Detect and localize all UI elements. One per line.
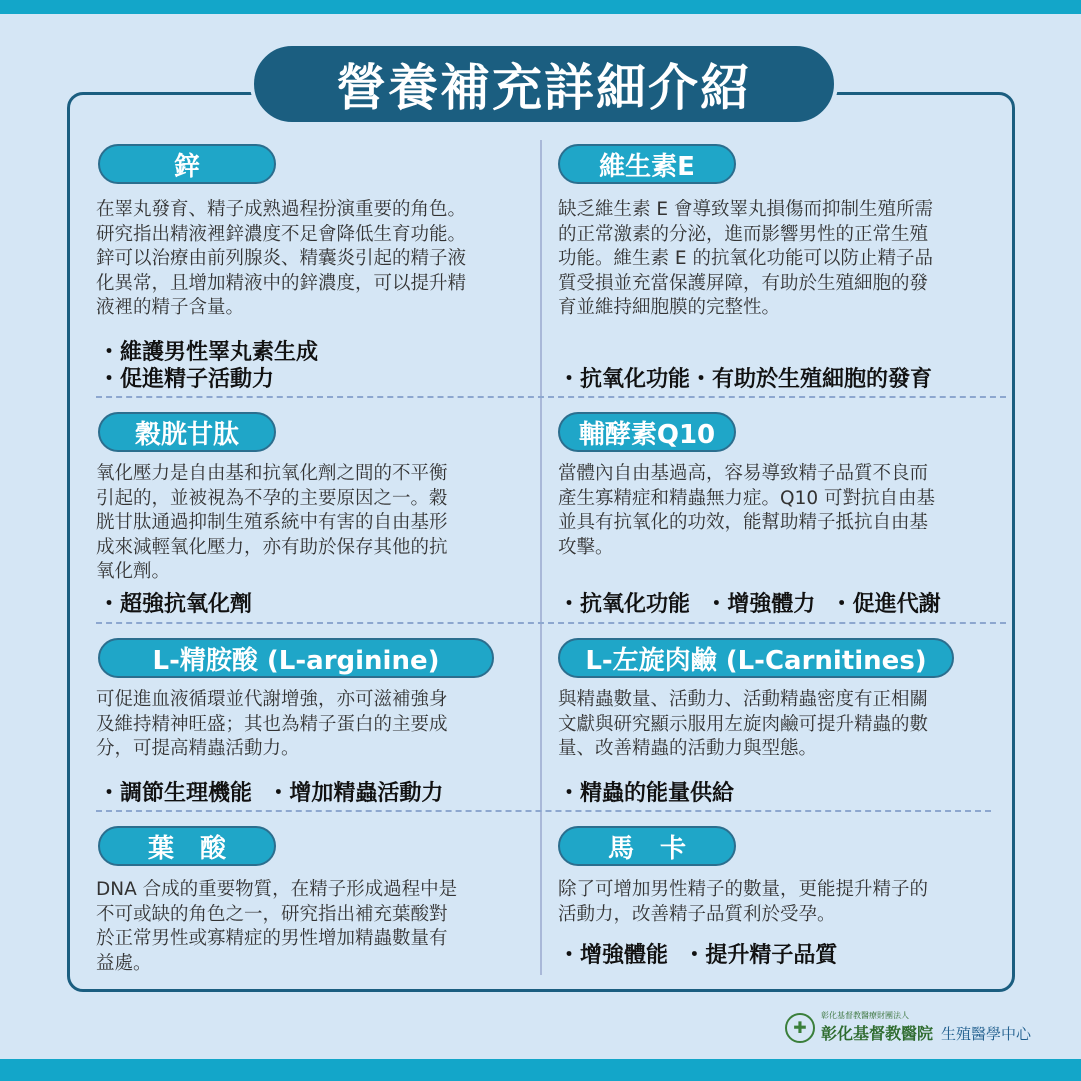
- maca-bullet-1: ・增強體能 ・提升精子品質: [558, 943, 838, 968]
- glutathione-heading: [98, 412, 276, 452]
- carnitine-bullet-1: ・精蟲的能量供給: [558, 781, 735, 806]
- vitamin-e-description: 缺乏維生素 E 會導致睪丸損傷而抑制生殖所需 的正常激素的分泌，進而影響男性的正常生殖 功能。維生素 E 的抗氧化功能可以防止精子品 質受損並充當保護屏障，有助於生殖細胞的發 育並維持細胞膜的完整性。: [558, 199, 933, 318]
- vitamin-e-heading: [558, 144, 736, 184]
- maca-heading-label: 馬 卡: [607, 833, 686, 864]
- arginine-bullet-1: ・調節生理機能 ・增加精蟲活動力: [98, 781, 444, 806]
- coq10-bullet-1: ・抗氧化功能 ・增強體力 ・促進代謝: [558, 592, 941, 617]
- coq10-heading-label: 輔酵素Q10: [578, 419, 716, 450]
- column-divider: [540, 140, 542, 975]
- top-accent-bar: [0, 0, 1081, 14]
- arginine-description: 可促進血液循環並代謝增強，亦可滋補強身 及維持精神旺盛；其也為精子蛋白的主要成 分，可提高精蟲活動力。: [96, 689, 448, 759]
- row-divider-3: [96, 810, 991, 812]
- carnitine-heading: [558, 638, 954, 678]
- coq10-description: 當體內自由基過高，容易導致精子品質不良而 產生寡精症和精蟲無力症。Q10 可對抗自由基 並具有抗氧化的功效，能幫助精子抵抗自由基 攻擊。: [558, 463, 935, 558]
- folic-acid-heading: [98, 826, 276, 866]
- glutathione-bullet-1: ・超強抗氧化劑: [98, 592, 253, 617]
- page-title-banner: [250, 42, 838, 126]
- glutathione-heading-label: 穀胱甘肽: [134, 419, 239, 450]
- folic-acid-description: DNA 合成的重要物質，在精子形成過程中是 不可或缺的角色之一，研究指出補充葉酸對 於正常男性或寡精症的男性增加精蟲數量有 益處。: [96, 879, 458, 974]
- maca-heading: [558, 826, 736, 866]
- hospital-name: 彰化基督教醫院: [821, 1024, 934, 1043]
- arginine-heading: [98, 638, 494, 678]
- vitamin-e-heading-label: 維生素E: [599, 151, 695, 182]
- cross-leaf-emblem-icon: ✚: [785, 1013, 815, 1043]
- row-divider-2: [96, 622, 1006, 624]
- org-name-small: 彰化基督教醫療財團法人: [821, 1011, 909, 1020]
- zinc-heading-label: 鋅: [173, 151, 200, 182]
- page-title: 營養補充詳細介紹: [336, 59, 752, 117]
- arginine-heading-label: L-精胺酸 (L-arginine): [152, 645, 440, 676]
- center-name: 生殖醫學中心: [941, 1025, 1032, 1043]
- zinc-heading: [98, 144, 276, 184]
- zinc-bullet-2: ・促進精子活動力: [98, 367, 275, 392]
- vitamin-e-bullet-1: ・抗氧化功能・有助於生殖細胞的發育: [558, 367, 933, 392]
- zinc-description: 在睪丸發育、精子成熟過程扮演重要的角色。 研究指出精液裡鋅濃度不足會降低生育功能。 鋅可以治療由前列腺炎、精囊炎引起的精子液 化異常，且增加精液中的鋅濃度，可以提升精 液裡的精子含量。: [96, 199, 467, 318]
- carnitine-description: 與精蟲數量、活動力、活動精蟲密度有正相關 文獻與研究顯示服用左旋肉鹼可提升精蟲的數 量、改善精蟲的活動力與型態。: [558, 689, 929, 759]
- maca-description: 除了可增加男性精子的數量，更能提升精子的 活動力，改善精子品質利於受孕。: [558, 879, 929, 925]
- coq10-heading: [558, 412, 736, 452]
- hospital-logo: [785, 1011, 1031, 1044]
- carnitine-heading-label: L-左旋肉鹼 (L-Carnitines): [585, 645, 927, 676]
- bottom-accent-bar: [0, 1059, 1081, 1081]
- row-divider-1: [96, 396, 1006, 398]
- zinc-bullet-1: ・維護男性睪丸素生成: [98, 340, 319, 365]
- folic-acid-heading-label: 葉 酸: [147, 833, 226, 864]
- glutathione-description: 氧化壓力是自由基和抗氧化劑之間的不平衡 引起的，並被視為不孕的主要原因之一。穀 胱甘肽通過抑制生殖系統中有害的自由基形 成來減輕氧化壓力，亦有助於保存其他的抗 氧化劑。: [96, 463, 448, 582]
